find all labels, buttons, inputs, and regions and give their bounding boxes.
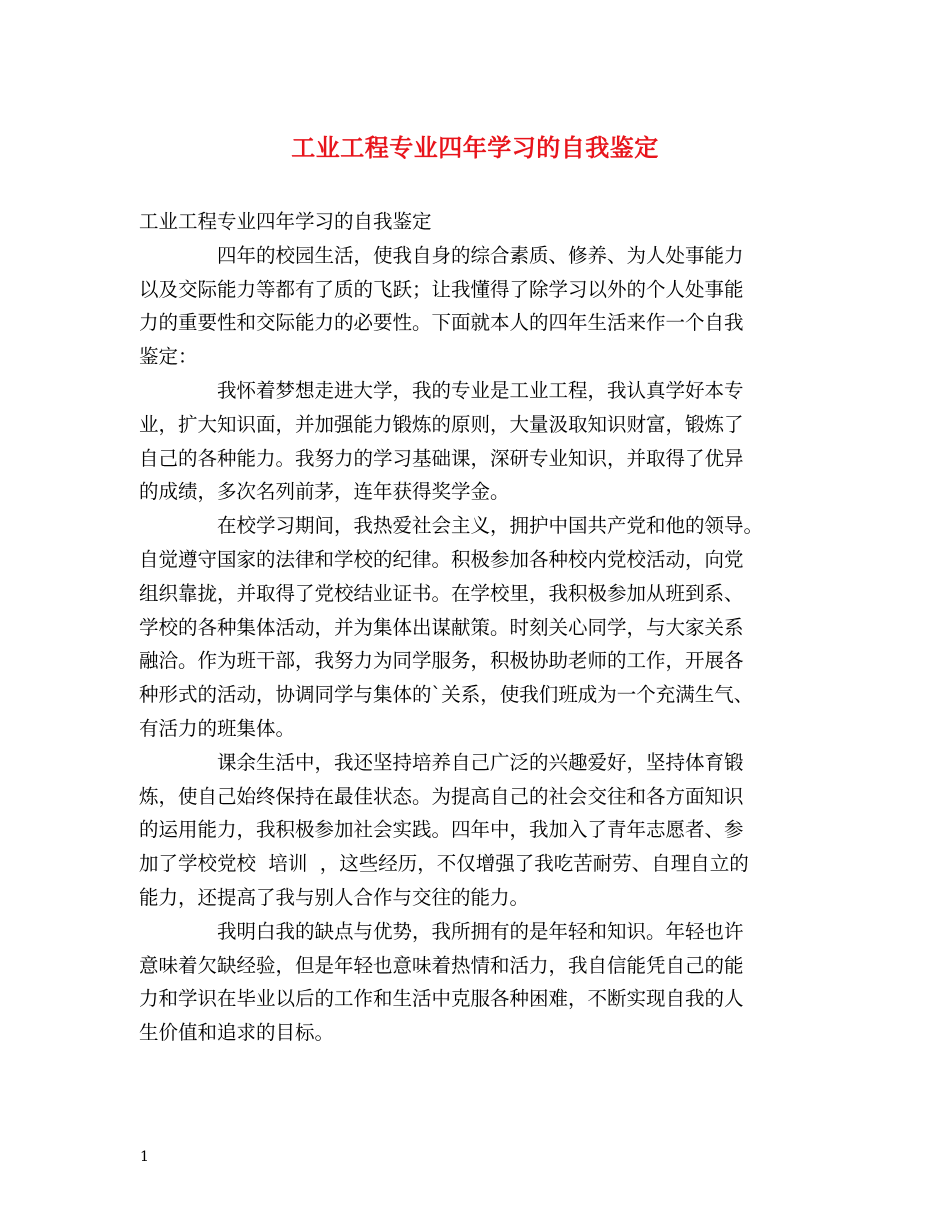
- paragraph-5: [139, 915, 829, 1050]
- paragraph-line: 我怀着梦想走进大学，我的专业是工业工程，我认真学好本专: [217, 378, 744, 402]
- paragraph-line: 加了学校党校 培训 ，这些经历，不仅增强了我吃苦耐劳、自理自立的: [139, 852, 749, 876]
- paragraph-line: 的运用能力，我积极参加社会实践。四年中，我加入了青年志愿者、参: [139, 818, 744, 842]
- paragraph-line: 的成绩，多次名列前茅，连年获得奖学金。: [139, 480, 510, 504]
- paragraph-line: 以及交际能力等都有了质的飞跃；让我懂得了除学习以外的个人处事能: [139, 277, 744, 301]
- paragraph-line: 力和学识在毕业以后的工作和生活中克服各种困难，不断实现自我的人: [139, 987, 744, 1011]
- paragraph-line: 在校学习期间，我热爱社会主义，拥护中国共产党和他的领导。: [217, 514, 764, 538]
- paragraph-2: [139, 374, 829, 509]
- document-subtitle: 工业工程专业四年学习的自我鉴定: [139, 210, 432, 233]
- paragraph-line: 融洽。作为班干部，我努力为同学服务，积极协助老师的工作，开展各: [139, 649, 744, 673]
- document-body: [139, 205, 829, 1050]
- paragraph-line: 自觉遵守国家的法律和学校的纪律。积极参加各种校内党校活动，向党: [139, 547, 744, 571]
- paragraph-line: 组织靠拢，并取得了党校结业证书。在学校里，我积极参加从班到系、: [139, 581, 744, 605]
- paragraph-line: 业，扩大知识面，并加强能力锻炼的原则，大量汲取知识财富，锻炼了: [139, 412, 744, 436]
- document-title: 工业工程专业四年学习的自我鉴定: [291, 133, 659, 162]
- paragraph-line: 生价值和追求的目标。: [139, 1021, 335, 1045]
- paragraph-line: 四年的校园生活，使我自身的综合素质、修养、为人处事能力: [217, 243, 744, 267]
- paragraph-line: 能力，还提高了我与别人合作与交往的能力。: [139, 885, 530, 909]
- paragraph-line: 课余生活中，我还坚持培养自己广泛的兴趣爱好，坚持体育锻: [217, 750, 744, 774]
- paragraph-line: 炼，使自己始终保持在最佳状态。为提高自己的社会交往和各方面知识: [139, 784, 744, 808]
- paragraph-line: 有活力的班集体。: [139, 716, 296, 740]
- paragraph-line: 鉴定：: [139, 345, 198, 369]
- paragraph-3: [139, 509, 829, 746]
- paragraph-line: 自己的各种能力。我努力的学习基础课，深研专业知识，并取得了优异: [139, 446, 744, 470]
- paragraph-line: 意味着欠缺经验，但是年轻也意味着热情和活力，我自信能凭自己的能: [139, 953, 744, 977]
- paragraph-1: [139, 239, 829, 374]
- paragraph-line: 种形式的活动，协调同学与集体的`关系，使我们班成为一个充满生气、: [139, 683, 754, 707]
- paragraph-4: [139, 746, 829, 915]
- page-number: 1: [140, 1149, 149, 1165]
- paragraph-line: 学校的各种集体活动，并为集体出谋献策。时刻关心同学，与大家关系: [139, 615, 744, 639]
- paragraph-line: 力的重要性和交际能力的必要性。下面就本人的四年生活来作一个自我: [139, 311, 744, 335]
- paragraph-line: 我明白我的缺点与优势，我所拥有的是年轻和知识。年轻也许: [217, 919, 744, 943]
